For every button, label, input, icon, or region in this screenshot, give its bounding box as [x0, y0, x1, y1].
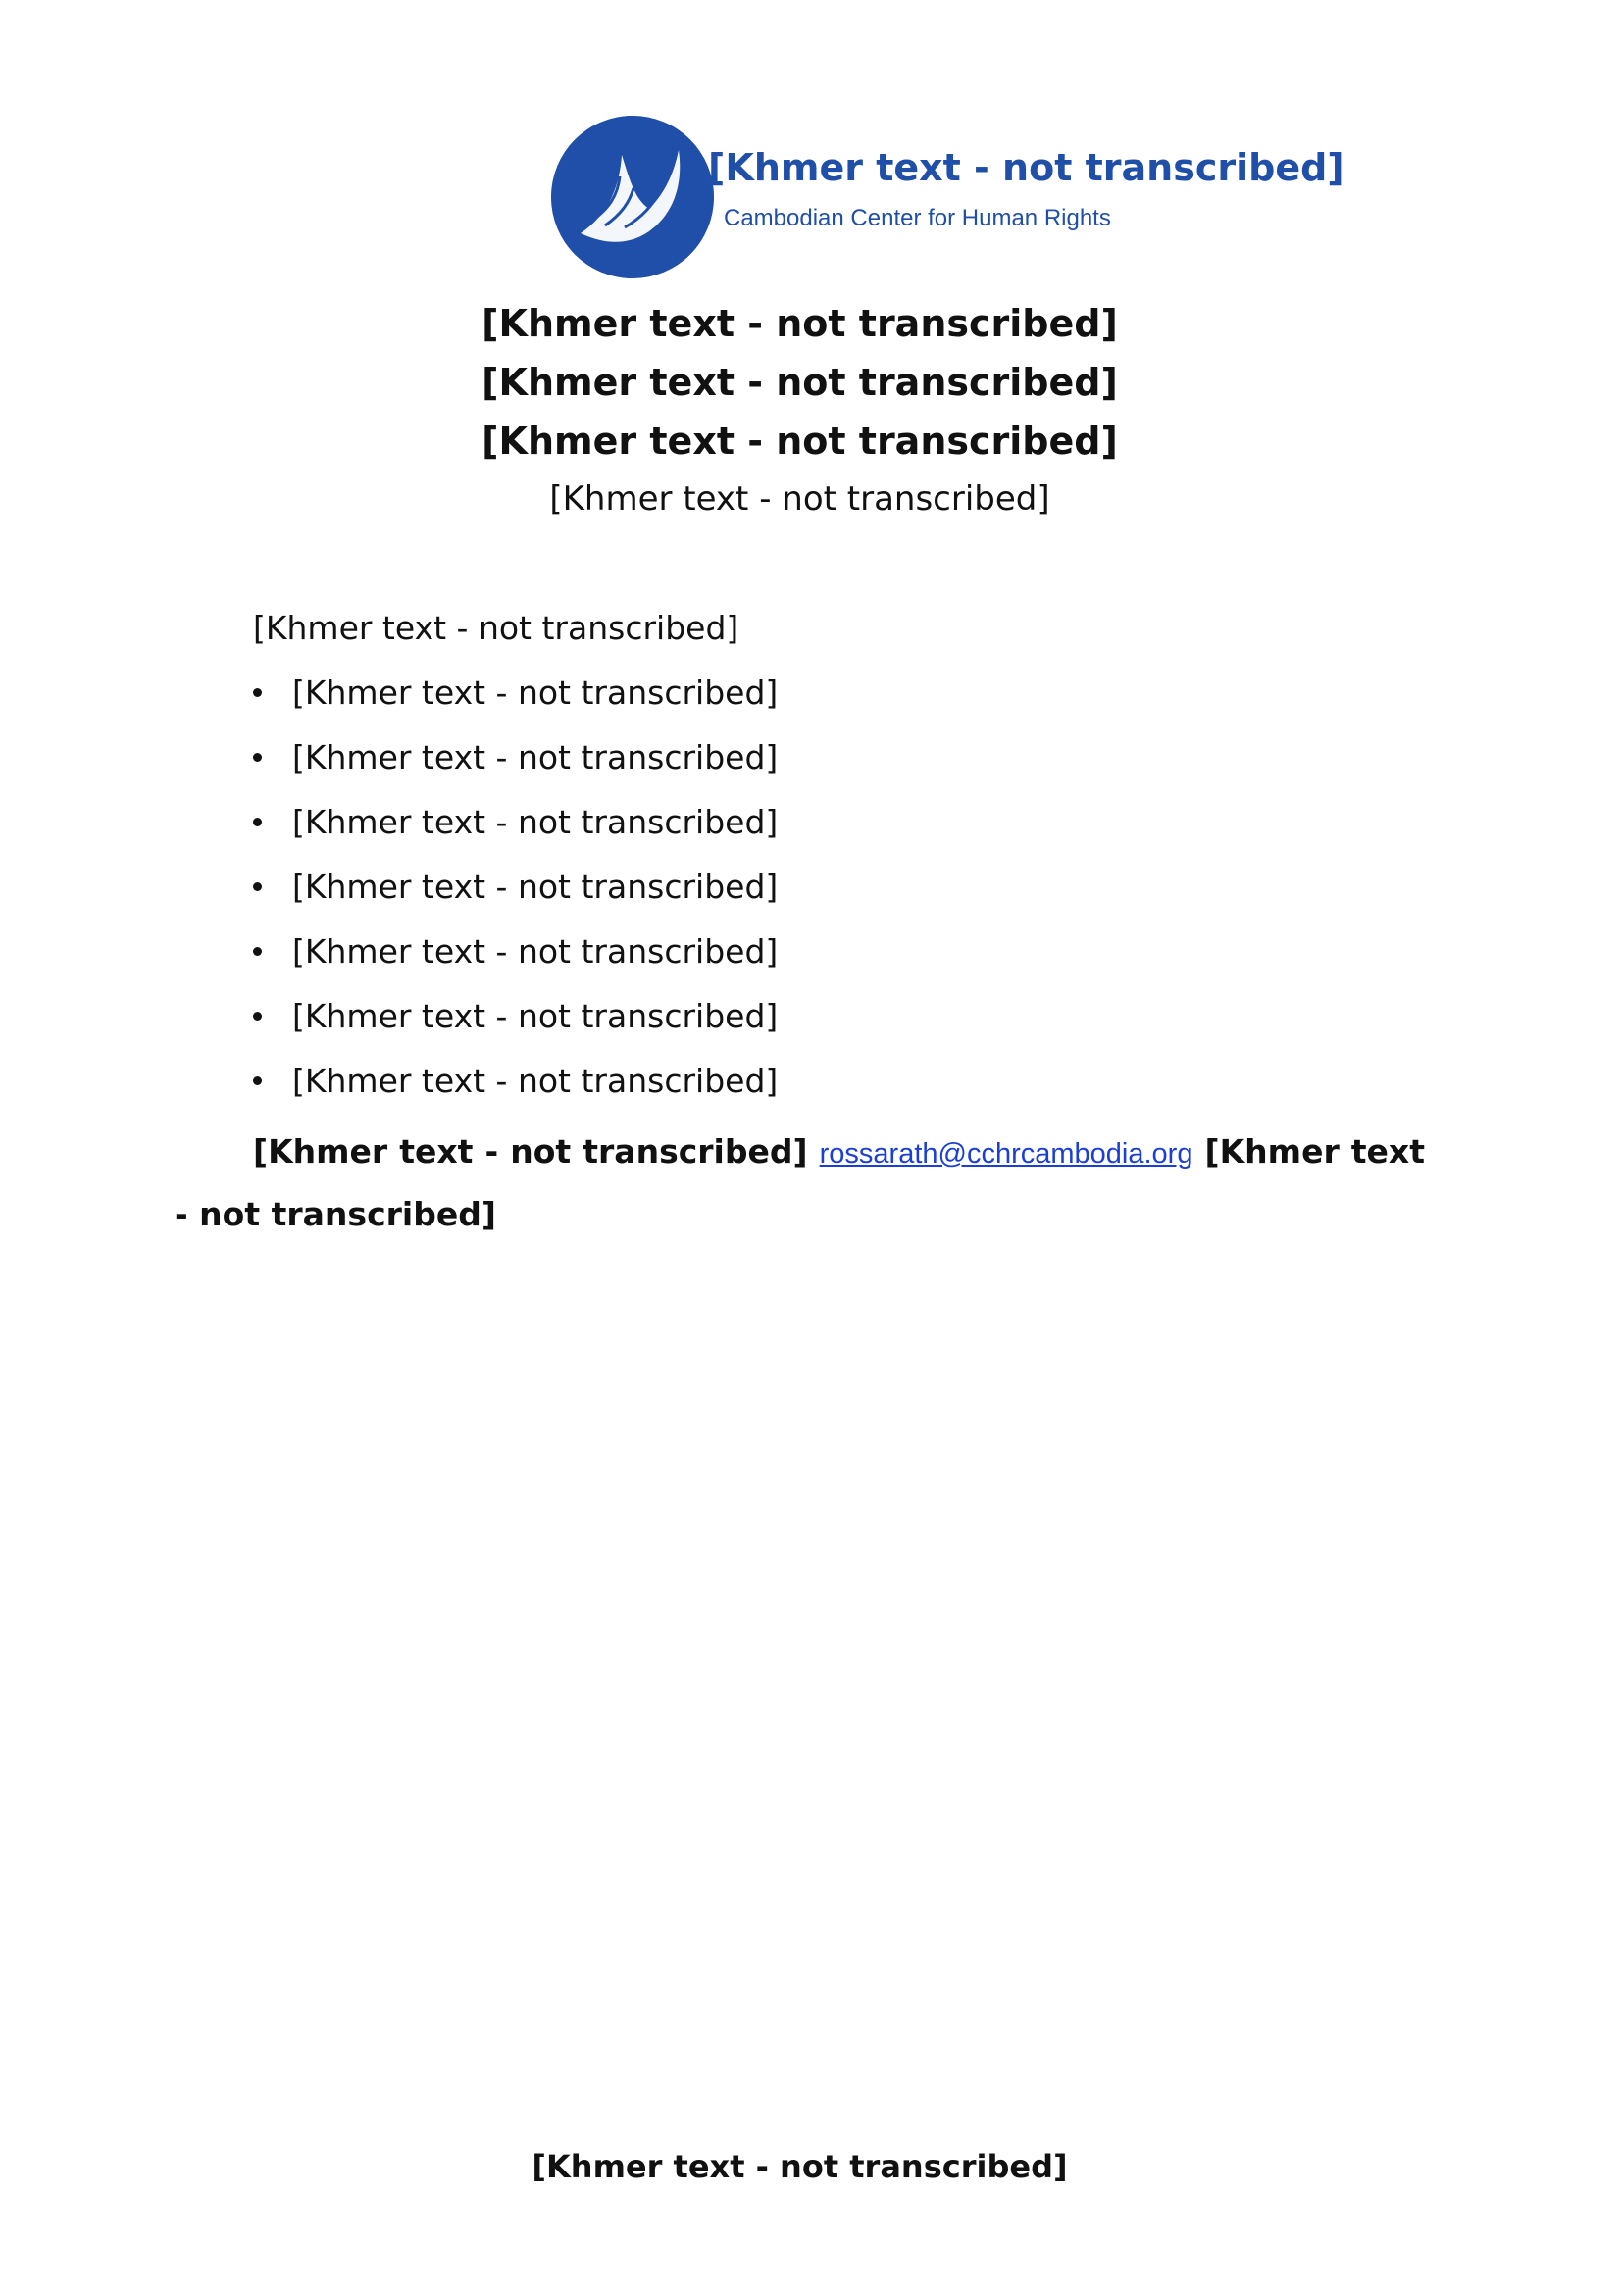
org-name-english: Cambodian Center for Human Rights: [724, 205, 1111, 231]
contact-text: [Khmer text - not transcribed]: [253, 1132, 808, 1171]
bullet-icon: [253, 688, 262, 697]
intro-paragraph: [Khmer text - not transcribed]: [253, 609, 739, 647]
honoree-name: [Khmer text - not transcribed]: [481, 420, 1118, 463]
contact-email-link[interactable]: rossarath@cchrcambodia.org: [819, 1138, 1193, 1170]
list-item-text: [Khmer text - not transcribed]: [292, 868, 779, 906]
dove-emblem-icon: [551, 116, 714, 278]
title-block: [175, 294, 1425, 527]
bullet-icon: [253, 818, 262, 826]
list-item-text: [Khmer text - not transcribed]: [292, 674, 779, 712]
list-item-text: [Khmer text - not transcribed]: [292, 932, 779, 971]
document-title: [Khmer text - not transcribed]: [481, 302, 1118, 345]
dateline: [Khmer text - not transcribed]: [549, 479, 1050, 519]
list-item: [175, 922, 1425, 982]
document-subtitle: [Khmer text - not transcribed]: [481, 361, 1118, 404]
contact-paragraph: [175, 1122, 1425, 1245]
list-item-text: [Khmer text - not transcribed]: [292, 997, 779, 1035]
activity-list: [175, 663, 1425, 1112]
cchr-logo: [551, 116, 1344, 282]
list-item-text: [Khmer text - not transcribed]: [292, 738, 779, 776]
list-item: [175, 1051, 1425, 1112]
list-item: [175, 663, 1425, 724]
bullet-icon: [253, 1076, 262, 1085]
list-item-text: [Khmer text - not transcribed]: [292, 1062, 779, 1100]
list-item-text: [Khmer text - not transcribed]: [292, 803, 779, 841]
contact-phone-text: [Khmer text - not transcribed]: [175, 1132, 1425, 1233]
document-body: [175, 598, 1425, 1245]
list-item: [175, 986, 1425, 1047]
bullet-icon: [253, 882, 262, 891]
org-name-khmer: [Khmer text - not transcribed]: [708, 146, 1344, 189]
list-item: [175, 857, 1425, 918]
list-item: [175, 792, 1425, 853]
bullet-icon: [253, 753, 262, 762]
bullet-icon: [253, 1012, 262, 1021]
bullet-icon: [253, 947, 262, 956]
list-item: [175, 727, 1425, 788]
end-mark: [Khmer text - not transcribed]: [532, 2148, 1068, 2185]
